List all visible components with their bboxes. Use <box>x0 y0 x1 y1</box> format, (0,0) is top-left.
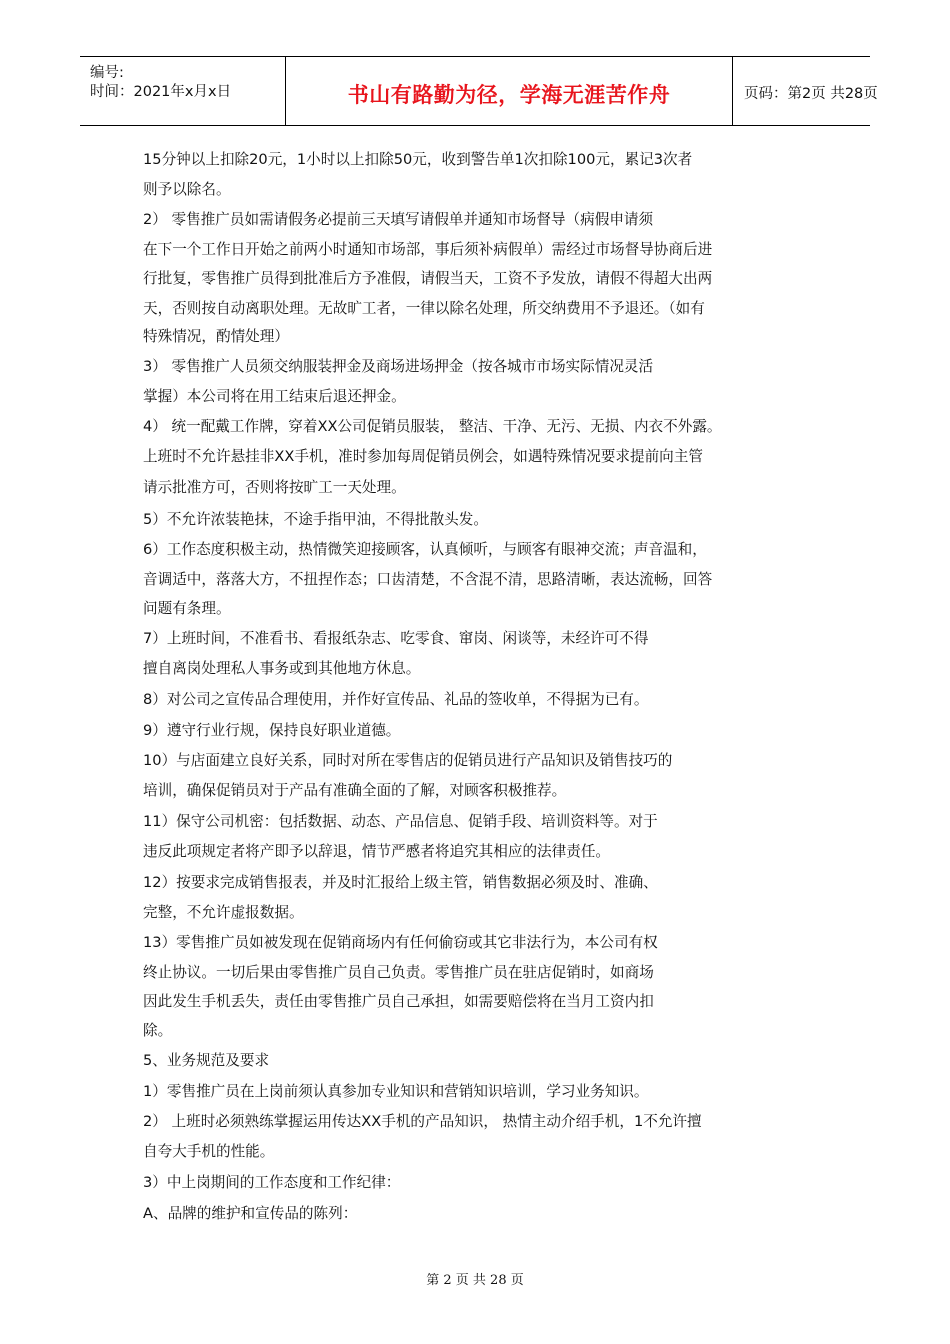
header-motto-cell <box>285 57 733 125</box>
header-meta-cell <box>80 57 285 125</box>
document-number-label: 编号: <box>90 65 124 81</box>
body-line: 13）零售推广员如被发现在促销商场内有任何偷窃或其它非法行为，本公司有权 <box>143 934 658 951</box>
header-page-cell <box>732 57 878 125</box>
body-line: 自夸大手机的性能。 <box>143 1143 275 1160</box>
body-line: 6）工作态度积极主动，热情微笑迎接顾客，认真倾听，与顾客有眼神交流；声音温和， <box>143 541 707 558</box>
body-line: 4） 统一配戴工作牌，穿着XX公司促销员服装， 整洁、干净、无污、无损、内衣不外露。 <box>143 418 722 435</box>
body-line: 擅自离岗处理私人事务或到其他地方休息。 <box>143 660 421 677</box>
document-date-label: 时间：2021年x月x日 <box>90 84 232 100</box>
body-line: 音调适中，落落大方，不扭捏作态；口齿清楚，不含混不清，思路清晰，表达流畅，回答 <box>143 571 713 588</box>
body-line: 2） 上班时必须熟练掌握运用传达XX手机的产品知识， 热情主动介绍手机，1不允许擅 <box>143 1113 702 1130</box>
body-line: 除。 <box>143 1022 173 1039</box>
body-line: 12）按要求完成销售报表，并及时汇报给上级主管，销售数据必须及时、准确、 <box>143 874 658 891</box>
body-line: 10）与店面建立良好关系，同时对所在零售店的促销员进行产品知识及销售技巧的 <box>143 752 673 769</box>
body-line: A、品牌的维护和宣传品的陈列： <box>143 1205 358 1222</box>
body-line: 2） 零售推广员如需请假务必提前三天填写请假单并通知市场督导（病假申请须 <box>143 211 654 228</box>
body-line: 上班时不允许悬挂非XX手机，准时参加每周促销员例会，如遇特殊情况要求提前向主管 <box>143 448 703 465</box>
body-line: 15分钟以上扣除20元，1小时以上扣除50元，收到警告单1次扣除100元，累记3次者 <box>143 151 693 168</box>
body-line: 7）上班时间，不准看书、看报纸杂志、吃零食、窜岗、闲谈等，未经许可不得 <box>143 630 649 647</box>
body-line: 因此发生手机丢失，责任由零售推广员自己承担，如需要赔偿将在当月工资内扣 <box>143 993 654 1010</box>
body-line: 问题有条理。 <box>143 600 231 617</box>
body-line: 8）对公司之宣传品合理使用，并作好宣传品、礼品的签收单，不得据为已有。 <box>143 691 649 708</box>
header-motto: 书山有路勤为径，学海无涯苦作舟 <box>347 83 671 107</box>
page-footer: 第 2 页 共 28 页 <box>426 1273 524 1288</box>
body-line: 掌握）本公司将在用工结束后退还押金。 <box>143 388 406 405</box>
body-line: 终止协议。一切后果由零售推广员自己负责。零售推广员在驻店促销时，如商场 <box>143 964 654 981</box>
body-line: 则予以除名。 <box>143 181 231 198</box>
header-page-info: 页码：第2页 共28页 <box>744 86 878 102</box>
body-line: 特殊情况，酌情处理） <box>143 328 289 345</box>
body-line: 在下一个工作日开始之前两小时通知市场部，事后须补病假单）需经过市场督导协商后进 <box>143 241 713 258</box>
body-line: 11）保守公司机密：包括数据、动态、产品信息、促销手段、培训资料等。对于 <box>143 813 658 830</box>
body-line: 9）遵守行业行规，保持良好职业道德。 <box>143 722 401 739</box>
body-line: 请示批准方可，否则将按旷工一天处理。 <box>143 479 406 496</box>
body-line: 5）不允许浓装艳抹，不途手指甲油，不得批散头发。 <box>143 511 488 528</box>
body-line: 行批复，零售推广员得到批准后方予准假，请假当天，工资不予发放，请假不得超大出两 <box>143 270 713 287</box>
body-line: 3） 零售推广人员须交纳服装押金及商场进场押金（按各城市市场实际情况灵活 <box>143 358 654 375</box>
body-line: 完整，不允许虚报数据。 <box>143 904 304 921</box>
body-line: 违反此项规定者将产即予以辞退，情节严慼者将追究其相应的法律责任。 <box>143 843 611 860</box>
document-header <box>80 56 878 126</box>
body-line: 3）中上岗期间的工作态度和工作纪律： <box>143 1174 401 1191</box>
body-line: 1）零售推广员在上岗前须认真参加专业知识和营销知识培训，学习业务知识。 <box>143 1083 649 1100</box>
body-line: 天，否则按自动离职处理。无故旷工者，一律以除名处理，所交纳费用不予退还。（如有 <box>143 300 705 317</box>
body-line: 5、业务规范及要求 <box>143 1052 270 1069</box>
body-line: 培训，确保促销员对于产品有准确全面的了解，对顾客积极推荐。 <box>143 782 567 799</box>
